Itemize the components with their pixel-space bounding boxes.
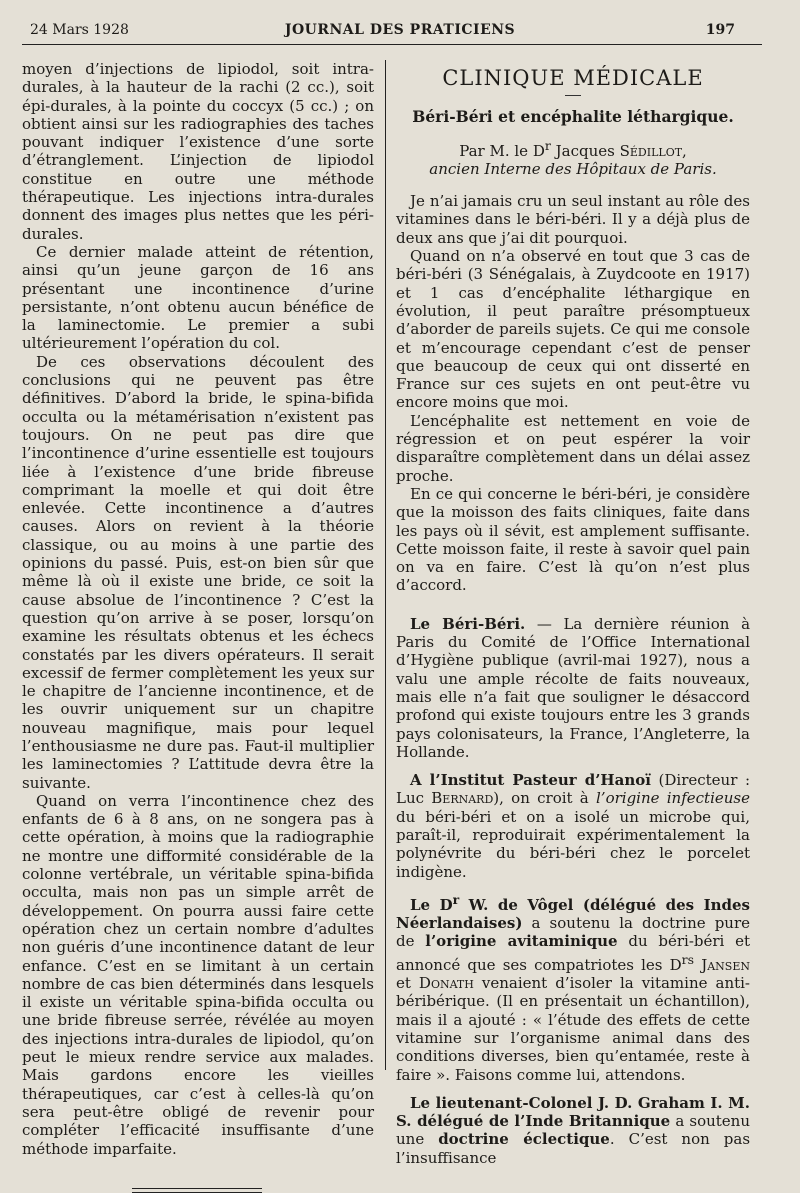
intro-paragraph: Je n’ai jamais cru un seul instant au rôle des vitamines dans le béri-béri. Il y a déjà plus de deux ans que j’ai dit pourquoi.: [396, 192, 750, 247]
column-divider: [385, 60, 386, 1070]
pasteur-paragraph: A l’Institut Pasteur d’Hanoï (Directeur : Luc Bernard), on croit à l’origine infectieuse du béri-béri et on a isolé un microbe qui, paraît-il, reproduirait expérimentalement la polynévrite du béri-béri chez le porcelet indigène.: [396, 771, 750, 881]
intro-paragraph: L’encéphalite est nettement en voie de régression et on peut espérer la voir disparaître complètement dans un délai assez proche.: [396, 411, 750, 485]
left-paragraph: moyen d’injections de lipiodol, soit intra-durales, à la hauteur de la rachi (2 cc.), soit épi-durales, à la pointe du coccyx (5 cc.) ; on obtient ainsi sur les radiographies des taches pouvant indiquer l’existence d’une sorte d’étranglement. L’injection de lipiodol constitue en outre une méthode thérapeutique. Les injections intra-durales donnent des images plus nettes que les péri-durales.: [22, 60, 374, 243]
header-page-number: 197: [705, 22, 735, 38]
graham-heading: Le lieutenant-Colonel J. D. Graham I. M. S. délégué de l’Inde Britannique: [396, 1093, 750, 1131]
author-name: Sédillot,: [619, 141, 687, 160]
left-paragraph: Quand on verra l’incontinence chez des enfants de 6 à 8 ans, on ne songera pas à cette opération, à moins que la radiographie ne montre une difformité considérable de la colonne vertébrale, un véritable spina-bifida occulta, mais non pas un simple arrêt de développement. On pourra aussi faire cette opération chez un certain nombre d’adultes non guéris d’une incontinence datant de leur enfance. C’est en se limitant à un certain nombre de cas bien déterminés dans lesquels il existe un véritable spina-bifida occulta ou une bride fibreuse serrée, révélée au moyen des injections intra-durales de lipiodol, qu’on peut le mieux rendre service aux malades. Mais gardons encore les vieilles thérapeutiques, car c’est à celles-là qu’on sera peut-être obligé de revenir pour compléter l’efficacité insuffisante d’une méthode imparfaite.: [22, 791, 374, 1158]
vogel-heading: Le $D^r$ W. de Vôgel (délégué des Indes Néerlandaises): [396, 891, 750, 933]
header-rule: [22, 44, 762, 45]
beriberi-paragraph: Le Béri-Béri. — La dernière réunion à Paris du Comité de l’Office International d’Hygiène publique (avril-mai 1927), nous a valu une ample récolte de faits nouveaux, mais elle n’a fait que souligner le désaccord profond qui existe toujours entre les 3 grands pays colonisateurs, la France, l’Angleterre, la Hollande.: [396, 614, 751, 761]
pasteur-heading: A l’Institut Pasteur d’Hanoï: [410, 771, 651, 790]
title-ornament-rule: [565, 95, 581, 96]
article-title: Béri-Béri et encéphalite léthargique.: [412, 107, 734, 127]
page-header: [0, 22, 800, 42]
right-column: [396, 60, 750, 1167]
author-affiliation: ancien Interne des Hôpitaux de Paris.: [429, 159, 717, 178]
header-date: 24 Mars 1928: [30, 22, 129, 38]
article-byline: Par M. le $D^r$ Jacques Sédillot,: [459, 137, 687, 160]
graham-paragraph: Le lieutenant-Colonel J. D. Graham I. M. S. délégué de l’Inde Britannique a soutenu une doctrine éclectique. C’est non pas l’insuffisance: [396, 1093, 751, 1167]
vogel-paragraph: Le $D^r$ W. de Vôgel (délégué des Indes Néerlandaises) a soutenu la doctrine pure de l’origine avitaminique du béri-béri et annoncé que ses compatriotes les $D^{rs}$ Jansen et Donath venaient d’isoler la vitamine anti-béribérique. (Il en présentait un échantillon), mais il a ajouté : « l’étude des effets de cette vitamine sur l’organisme animal dans des conditions diverses, bien qu’entamée, reste à faire ». Faisons comme lui, attendons.: [396, 891, 751, 1084]
section-end-double-rule: [132, 1188, 262, 1193]
left-column: [22, 60, 374, 1193]
beriberi-heading: Le Béri-Béri.: [410, 614, 526, 633]
intro-paragraph: Quand on n’a observé en tout que 3 cas de béri-béri (3 Sénégalais, à Zuydcoote en 1917) et 1 cas d’encéphalite léthargique en évolution, il peut paraître présomptueux d’aborder de pareils sujets. Ce qui me console et m’encourage cependant c’est de penser que beaucoup de ceux qui ont disserté en France sur ces sujets en ont peut-être vu encore moins que moi.: [396, 247, 750, 412]
left-paragraph: Ce dernier malade atteint de rétention, ainsi qu’un jeune garçon de 16 ans présentant une incontinence d’urine persistante, n’ont obtenu aucun bénéfice de la laminectomie. Le premier a subi ultérieurement l’opération du col.: [22, 242, 374, 353]
section-title: CLINIQUE MÉDICALE: [442, 66, 704, 90]
header-journal-title: JOURNAL DES PRATICIENS: [284, 22, 516, 38]
intro-paragraph: En ce qui concerne le béri-béri, je considère que la moisson des faits cliniques, faite dans les pays où il sévit, est amplement suffisante. Cette moisson faite, il reste à savoir quel pain on va en faire. C’est là qu’on n’est plus d’accord.: [396, 484, 750, 595]
left-paragraph: De ces observations découlent des conclusions qui ne peuvent pas être définitives. D’abord la bride, le spina-bifida occulta ou la métamérisation n’existent pas toujours. On ne peut pas dire que l’incontinence d’urine essentielle est toujours liée à l’existence d’une bride fibreuse comprimant la moelle et qui doit être enlevée. Cette incontinence a d’autres causes. Alors on revient à la théorie classique, ou au moins à une partie des opinions du passé. Puis, est-on bien sûr que même là où il existe une bride, ce soit la cause absolue de l’incontinence ? C’est la question qu’on arrive à se poser, lorsqu’on examine les résultats obtenus et les échecs constatés par les divers opérateurs. Il serait excessif de fermer complètement les yeux sur le chapitre de l’ancienne incontinence, et de les ouvrir uniquement sur un chapitre nouveau magnifique, mais pour lequel l’enthousiasme ne dure pas. Faut-il multiplier les laminectomies ? L’attitude devra être la suivante.: [22, 352, 374, 792]
